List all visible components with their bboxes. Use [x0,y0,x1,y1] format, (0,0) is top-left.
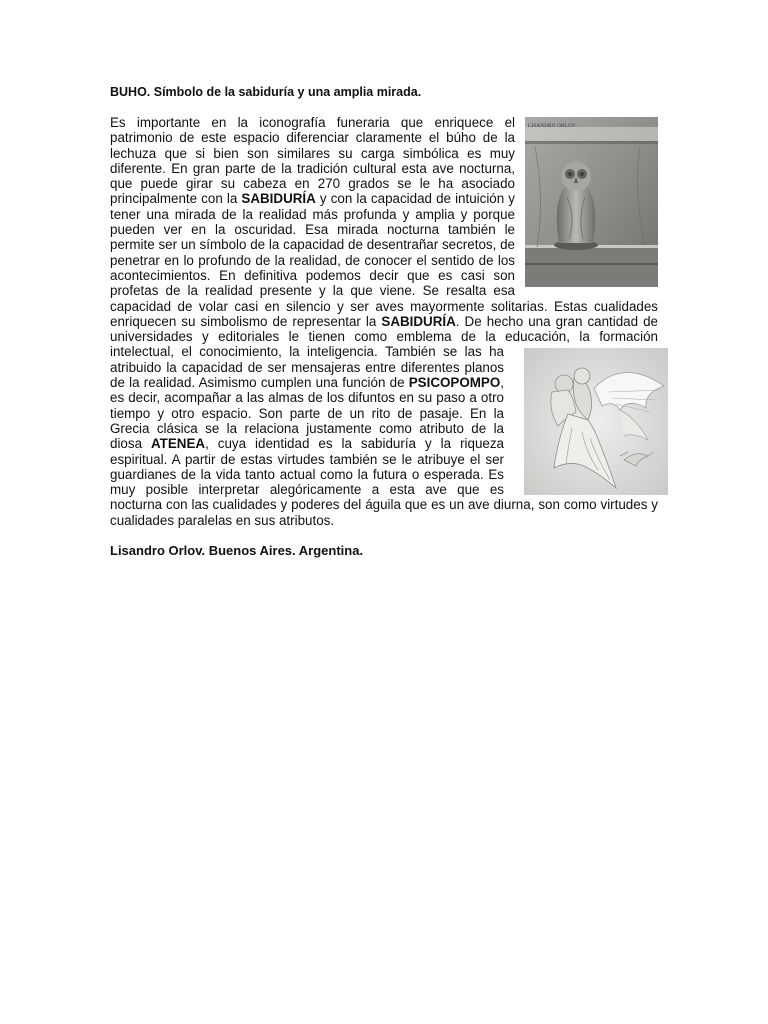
keyword-atenea: ATENEA [151,436,206,452]
paragraph-text-4: , es decir, acompañar a las almas de los difuntos en su paso a otro tiempo y otro espacio. Son parte de un rito de pasaje. En la Grecia clásica se la relaciona justamente como atributo de la diosa [110,375,504,452]
keyword-psicopompo: PSICOPOMPO [408,375,501,391]
paragraph-text-3-start: . De hecho una gran cantidad de universidades y editoriales le tienen como emblema de la educación, la formación intelectual, el conocimiento, la inteligencia. [110,313,659,360]
angel-relief-photo [524,348,668,495]
paragraph-text-3: También se las ha atribuido la capacidad de ser mensajeras entre diferentes planos de la realidad. Asimismo cumplen una función de [110,344,504,391]
photo-watermark: LISANDRO ORLOV [528,124,576,129]
owl-sculpture-photo [525,117,658,287]
keyword-sabiduria-2: SABIDURÍA [381,313,456,329]
author-signature: Lisandro Orlov. Buenos Aires. Argentina. [110,543,364,559]
document-title: BUHO. Símbolo de la sabiduría y una amplia mirada. [110,85,422,99]
keyword-sabiduria-1: SABIDURÍA [241,191,316,207]
paragraph-text-2: y con la capacidad de intuición y tener una mirada de la realidad más profunda y amplia y porque pueden ver en la oscuridad. Esa mirada nocturna también le permite ser un símbolo de la capacidad de desentrañar secretos, de penetrar en lo profundo de la realidad, de conocer el sentido de los acontecimientos. En definitiva podemos decir que es casi son profetas de la realidad presente y la que viene. Se resalta esa capacidad de volar casi en silencio y ser aves mayormente solitarias. Estas cualidades enriquecen su simbolismo de representar la [110,191,658,329]
paragraph-text-5: , cuya identidad es la sabiduría y la riqueza espiritual. A partir de estas virtudes también se le atribuye el ser guardianes de la vida tanto actual como la futura o esperada. Es muy posible interpretar alegóricamente a esta ave que es nocturna con las cualidades y poderes del águila que es un ave diurna, son como virtudes y cualidades paralelas en sus atributos. [110,436,658,528]
paragraph-text-1: Es importante en la iconografía funeraria que enriquece el patrimonio de este espacio diferenciar claramente el búho de la lechuza que si bien son similares su carga simbólica es muy diferente. En gran parte de la tradición cultural esta ave nocturna, que puede girar su cabeza en 270 grados se le ha asociado principalmente con la [110,115,515,207]
